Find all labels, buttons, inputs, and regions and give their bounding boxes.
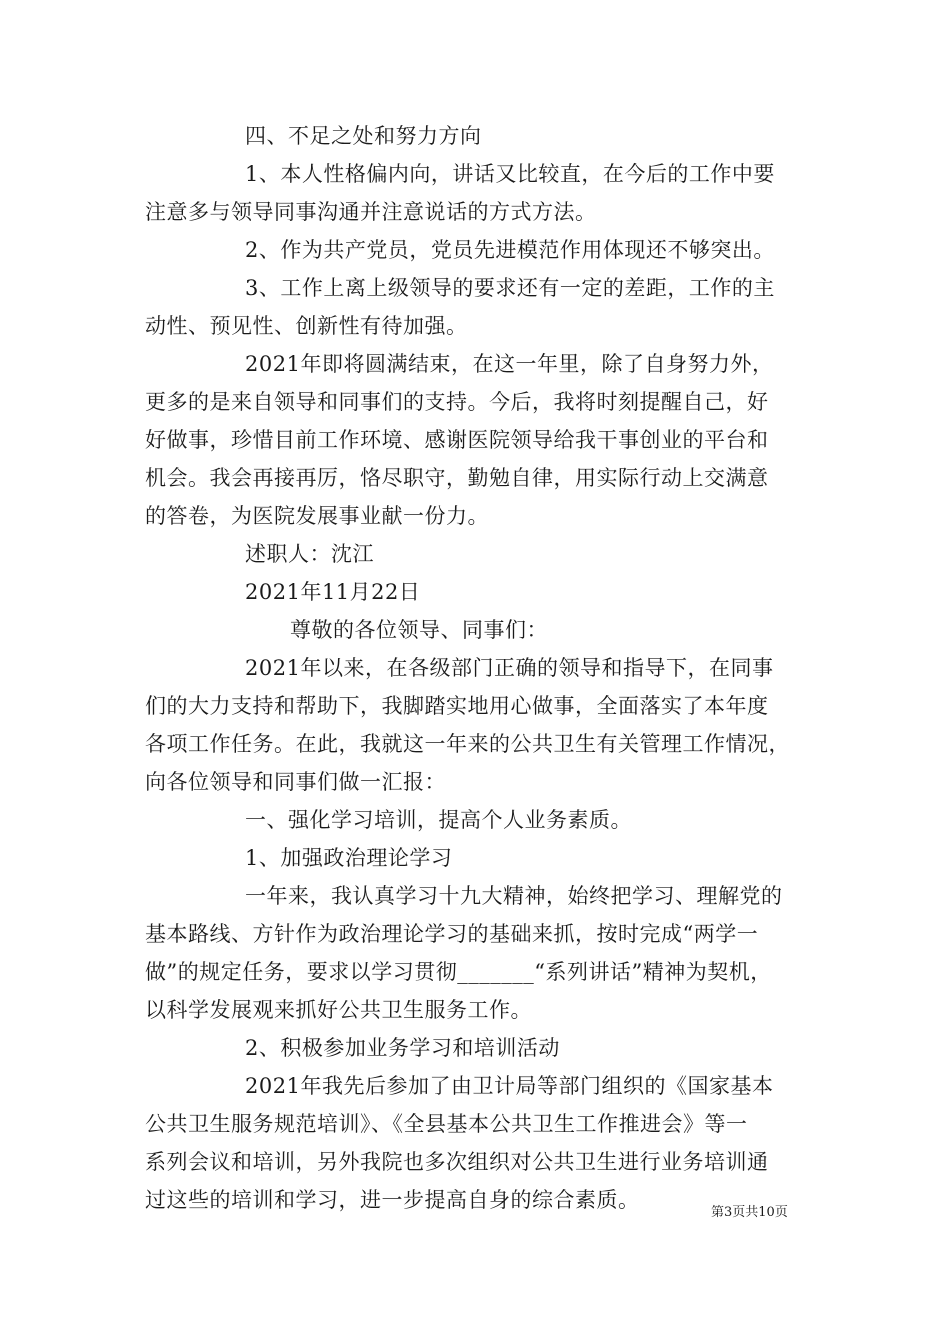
paragraph-line: 们的大力支持和帮助下，我脚踏实地用心做事，全面落实了本年度: [145, 694, 769, 718]
signature-date: 2021年11月22日: [245, 580, 421, 604]
paragraph-line: 向各位领导和同事们做一汇报：: [145, 770, 446, 794]
paragraph-line: 以科学发展观来抓好公共卫生服务工作。: [145, 998, 532, 1022]
paragraph-line: 过这些的培训和学习，进一步提高自身的综合素质。: [145, 1188, 640, 1212]
paragraph-line: 做”的规定任务，要求以学习贯彻_______“系列讲话”精神为契机，: [145, 960, 772, 984]
paragraph-line: 好做事，珍惜目前工作环境、感谢医院领导给我干事创业的平台和: [145, 428, 769, 452]
paragraph-line: 3、工作上离上级领导的要求还有一定的差距，工作的主: [245, 276, 775, 300]
paragraph-line: 更多的是来自领导和同事们的支持。今后，我将时刻提醒自己，好: [145, 390, 769, 414]
paragraph-line: 2、作为共产党员，党员先进模范作用体现还不够突出。: [245, 238, 775, 262]
subsection-heading: 1、加强政治理论学习: [245, 846, 453, 870]
paragraph-line: 2021年即将圆满结束，在这一年里，除了自身努力外，: [245, 352, 774, 376]
paragraph-line: 机会。我会再接再厉，恪尽职守，勤勉自律，用实际行动上交满意: [145, 466, 769, 490]
paragraph-line: 系列会议和培训，另外我院也多次组织对公共卫生进行业务培训通: [145, 1150, 769, 1174]
subsection-heading: 2、积极参加业务学习和培训活动: [245, 1036, 560, 1060]
paragraph-line: 一年来，我认真学习十九大精神，始终把学习、理解党的: [245, 884, 783, 908]
paragraph-line: 的答卷，为医院发展事业献一份力。: [145, 504, 489, 528]
paragraph-line: 1、本人性格偏内向，讲话又比较直，在今后的工作中要: [245, 162, 775, 186]
page-number-footer: 第3页共10页: [711, 1205, 788, 1220]
paragraph-line: 2021年以来，在各级部门正确的领导和指导下，在同事: [245, 656, 774, 680]
section-heading: 一、强化学习培训，提高个人业务素质。: [245, 808, 632, 832]
paragraph-line: 基本路线、方针作为政治理论学习的基础来抓，按时完成“两学一: [145, 922, 759, 946]
paragraph-line: 注意多与领导同事沟通并注意说话的方式方法。: [145, 200, 597, 224]
section-heading: 四、不足之处和努力方向: [245, 124, 482, 148]
salutation: 尊敬的各位领导、同事们：: [290, 618, 548, 642]
paragraph-line: 动性、预见性、创新性有待加强。: [145, 314, 468, 338]
signature-name: 述职人：沈江: [245, 542, 374, 566]
paragraph-line: 各项工作任务。在此，我就这一年来的公共卫生有关管理工作情况，: [145, 732, 790, 756]
paragraph-line: 公共卫生服务规范培训》、《全县基本公共卫生工作推进会》等一: [145, 1112, 748, 1136]
paragraph-line: 2021年我先后参加了由卫计局等部门组织的《国家基本: [245, 1074, 774, 1098]
